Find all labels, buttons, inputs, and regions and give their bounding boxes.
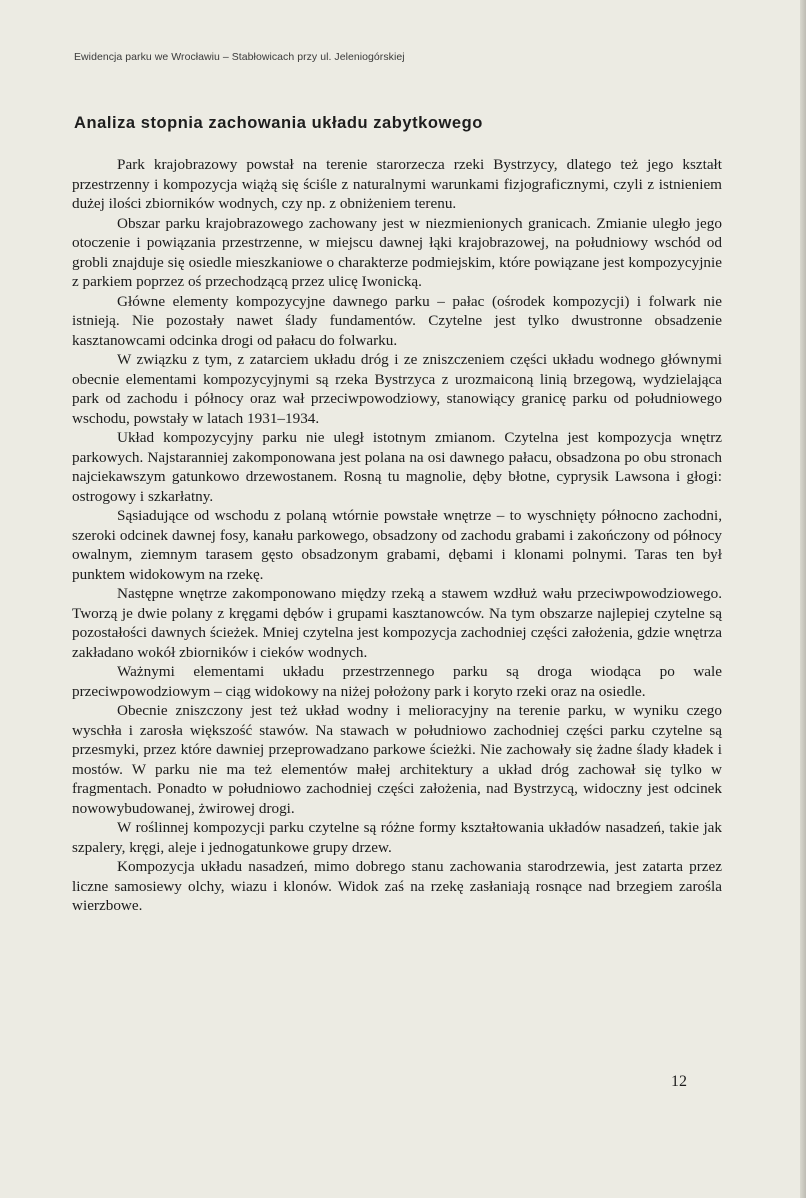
paragraph: Park krajobrazowy powstał na terenie starorzecza rzeki Bystrzycy, dlatego też jego kształt przestrzenny i kompozycja wiążą się ściśle z naturalnymi warunkami fizjograficznymi, czyli z istnieniem dużej ilości zbiorników wodnych, czy np. z obniżeniem terenu. [72, 156, 722, 212]
paragraph: W związku z tym, z zatarciem układu dróg i ze zniszczeniem części układu wodnego głównymi obecnie elementami kompozycyjnymi są rzeka Bystrzyca z urozmaiconą linią brzegową, wydzielająca park od zachodu i północy oraz wał przeciwpowodziowy, stanowiący granicę parku od południowego wschodu, powstały w latach 1931–1934. [72, 351, 722, 427]
paragraph: Sąsiadujące od wschodu z polaną wtórnie powstałe wnętrze – to wyschnięty północno zachodni, szeroki odcinek dawnej fosy, kanału parkowego, obsadzony od zachodu grabami i zakończony od północy owalnym, ziemnym tarasem gęsto obsadzonym grabami, dębami i klonami polnymi. Taras ten był punktem widokowym na rzekę. [72, 507, 722, 583]
paragraph: Główne elementy kompozycyjne dawnego parku – pałac (ośrodek kompozycji) i folwark nie istnieją. Nie pozostały nawet ślady fundamentów. Czytelne jest tylko dwustronne obsadzenie kasztanowcami odcinka drogi od pałacu do folwarku. [72, 292, 722, 349]
paragraph: Następne wnętrze zakomponowano między rzeką a stawem wzdłuż wału przeciwpowodziowego. Tworzą je dwie polany z kręgami dębów i grupami kasztanowców. Na tym obszarze najlepiej czytelne są pozostałości dawnych ścieżek. Mniej czytelna jest kompozycja zachodniej części założenia, gdzie wnętrza zakładano wokół zbiorników i cieków wodnych. [72, 585, 722, 661]
paragraph: Obecnie zniszczony jest też układ wodny i melioracyjny na terenie parku, w wyniku czego wyschła i zarosła większość stawów. Na stawach w południowo zachodniej części parku czytelne są przesmyki, przez które dawniej przeprowadzano parkowe ścieżki. Nie zachowały się żadne ślady kładek i mostów. W parku nie ma też elementów małej architektury a układ dróg zachował się tylko w fragmentach. Ponadto w południowo zachodniej części założenia, nad Bystrzycą, widoczny jest odcinek nowowybudowanej, żwirowej drogi. [72, 702, 722, 817]
paragraph: W roślinnej kompozycji parku czytelne są różne formy kształtowania układów nasadzeń, takie jak szpalery, kręgi, aleje i jednogatunkowe grupy drzew. [72, 819, 722, 856]
body-text [72, 155, 722, 916]
paragraph: Ważnymi elementami układu przestrzennego parku są droga wiodąca po wale przeciwpowodziowym – ciąg widokowy na niżej położony park i koryto rzeki oraz na osiedle. [72, 663, 722, 700]
page-edge-shadow [800, 0, 806, 1198]
running-header: Ewidencja parku we Wrocławiu – Stabłowicach przy ul. Jeleniogórskiej [74, 51, 405, 63]
paragraph: Kompozycja układu nasadzeń, mimo dobrego stanu zachowania starodrzewia, jest zatarta przez liczne samosiewy olchy, wiazu i klonów. Widok zaś na rzekę zasłaniają rosnące nad brzegiem zarośla wierzbowe. [72, 858, 722, 914]
section-title: Analiza stopnia zachowania układu zabytkowego [74, 114, 483, 132]
paragraph: Obszar parku krajobrazowego zachowany jest w niezmienionych granicach. Zmianie uległo jego otoczenie i powiązania przestrzenne, w miejscu dawnej łąki krajobrazowej, na południowy wschód od grobli znajduje się osiedle mieszkaniowe o charakterze podmiejskim, które powiązane jest kompozycyjnie z parkiem poprzez oś przechodzącą przez ulicę Iwonicką. [72, 214, 722, 290]
paragraph: Układ kompozycyjny parku nie uległ istotnym zmianom. Czytelna jest kompozycja wnętrz parkowych. Najstaranniej zakomponowana jest polana na osi dawnego pałacu, obsadzona po obu stronach najciekawszym gatunkowo drzewostanem. Rosną tu magnolie, dęby błotne, cyprysik Lawsona i głogi: ostrogowy i szkarłatny. [72, 429, 722, 505]
page-number: 12 [671, 1073, 687, 1090]
